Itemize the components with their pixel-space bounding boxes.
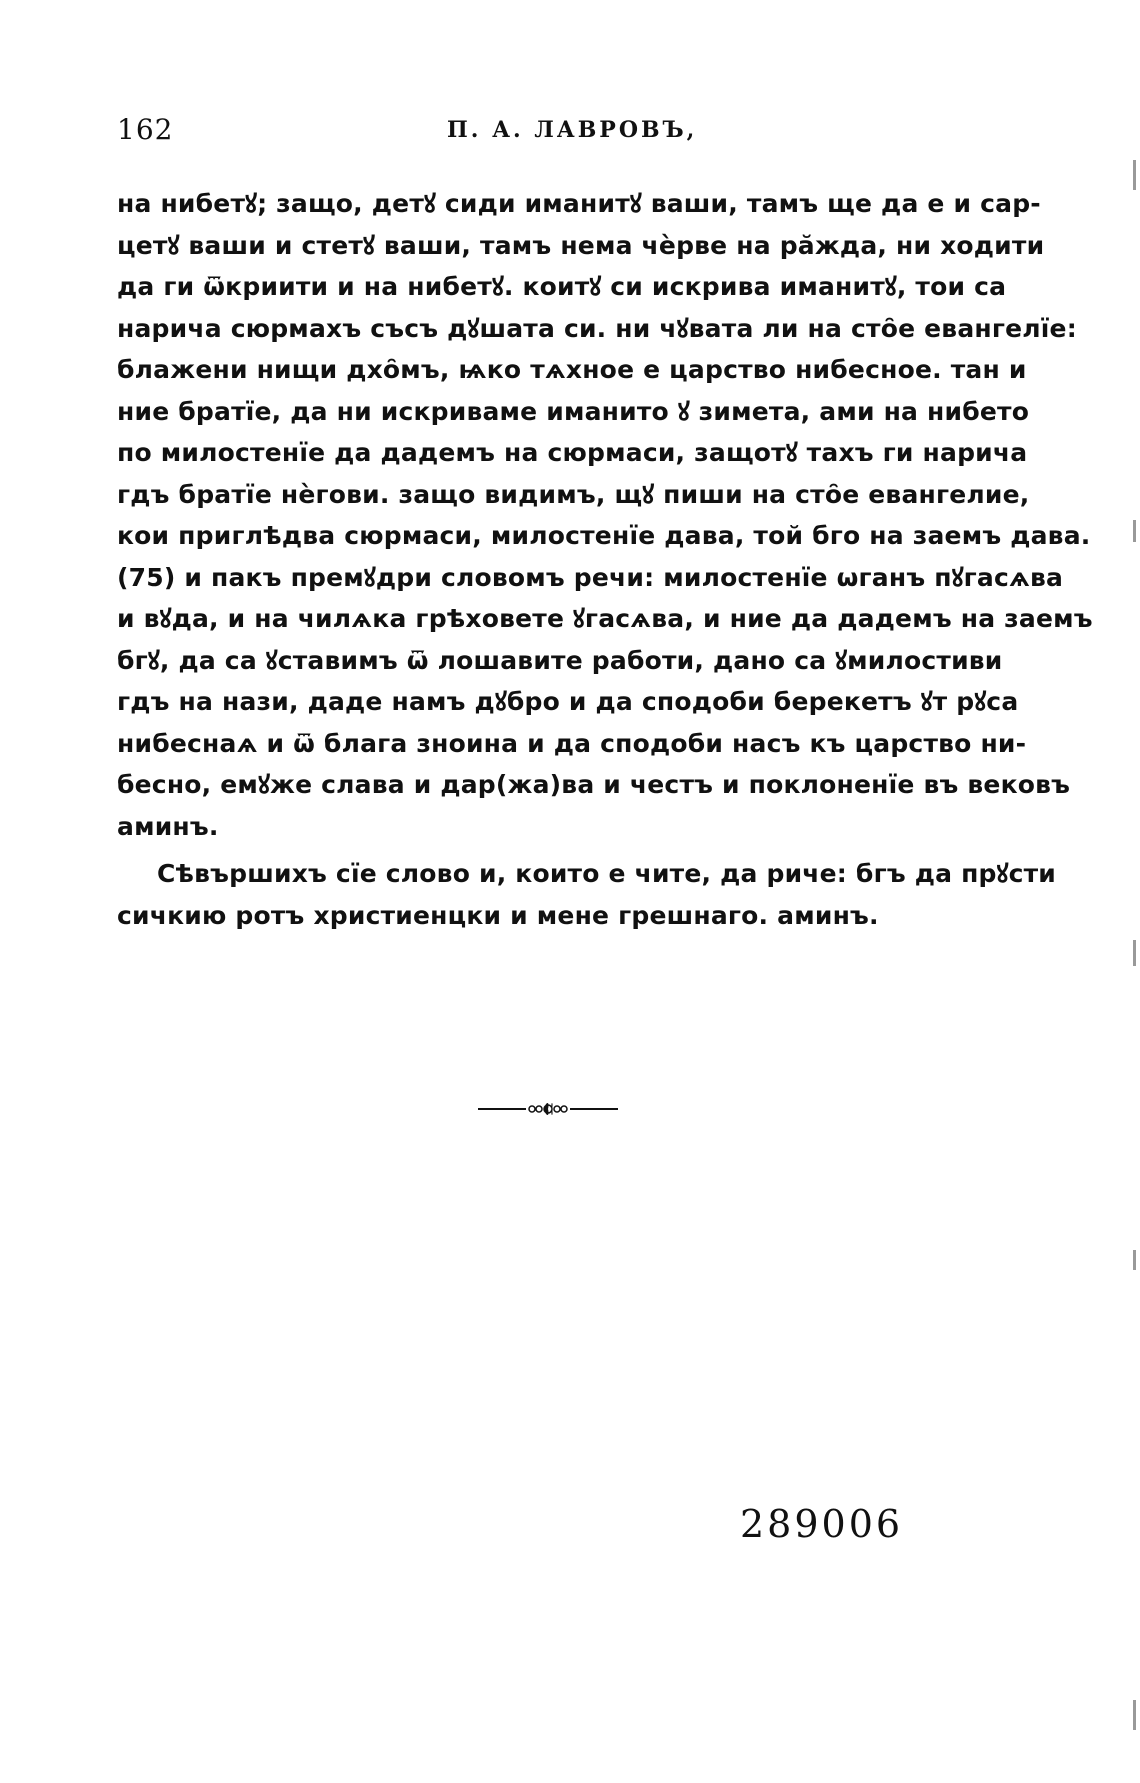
text-line: бгꙋ, да са ꙋставимъ ѿ лошавите работи, дано са ꙋмилостиви [117,645,1003,675]
text-line: Сѣвършихъ сїе слово и, които е чите, да риче: бгъ да прꙋсти [157,859,1057,888]
page-edge-mark [1133,1250,1136,1270]
text-line: по милостенїе да дадемъ на сюрмаси, защотꙋ тахъ ги нарича [117,438,1028,467]
text-line: аминъ. [117,811,219,841]
paragraph-1 [117,183,1093,847]
text-line: бесно, емꙋже слава и дар(жа)ва и честъ и поклоненїе въ вековъ [117,770,1071,799]
text-line: кои приглѣдва сюрмаси, милостенїе дава, той бго на заемъ дава. [117,521,1091,550]
text-line: да ги ѿкриити и на нибетꙋ. коитꙋ си искрива иманитꙋ, тои са [117,272,1007,301]
text-line: цетꙋ ваши и стетꙋ ваши, тамъ нема чѐрве на рӑжда, ни ходити [117,230,1045,260]
text-line: гдъ братїе нѐгови. защо видимъ, щꙋ пиши на сто̑е евангелие, [117,479,1030,509]
text-line: и вꙋда, и на чилѧка грѣховете ꙋгасѧва, и ние да дадемъ на заемъ [117,604,1093,633]
catalog-number: 289006 [740,1502,904,1546]
running-head: П. А. ЛАВРОВЪ, [447,117,698,143]
text-line: гдъ на нази, даде намъ дꙋбро и да сподоби берекетъ ꙋт рꙋса [117,687,1019,716]
paragraph-2 [117,853,1057,936]
ornament-divider [478,1097,618,1121]
text-line: нибеснаѧ и ѿ блага зноина и да сподоби насъ къ царство ни- [117,728,1027,758]
text-line: блажени нищи дхо̑мъ, ѩко тѧхное е царство нибесное. тан и [117,355,1027,384]
text-line: нарича сюрмахъ съсъ дꙋшата си. ни чꙋвата ли на сто̑е евангелїе: [117,313,1077,343]
page-edge-mark [1133,940,1136,966]
text-line: ние братїе, да ни искриваме иманито ꙋ зимета, ами на нибето [117,396,1030,426]
page-edge-mark [1133,1700,1136,1730]
text-line: сичкию ротъ христиенцки и мене грешнаго. аминъ. [117,900,879,930]
page-edge-mark [1133,160,1136,190]
text-line: (75) и пакъ премꙋдри словомъ речи: милостенїе ѡганъ пꙋгасѧва [117,562,1064,592]
page-header [117,113,977,153]
body-text [117,183,1093,936]
page-number: 162 [117,113,174,146]
page-edge-mark [1133,520,1136,542]
text-line: на нибетꙋ; защо, детꙋ сиди иманитꙋ ваши, тамъ ще да е и сар- [117,189,1041,218]
